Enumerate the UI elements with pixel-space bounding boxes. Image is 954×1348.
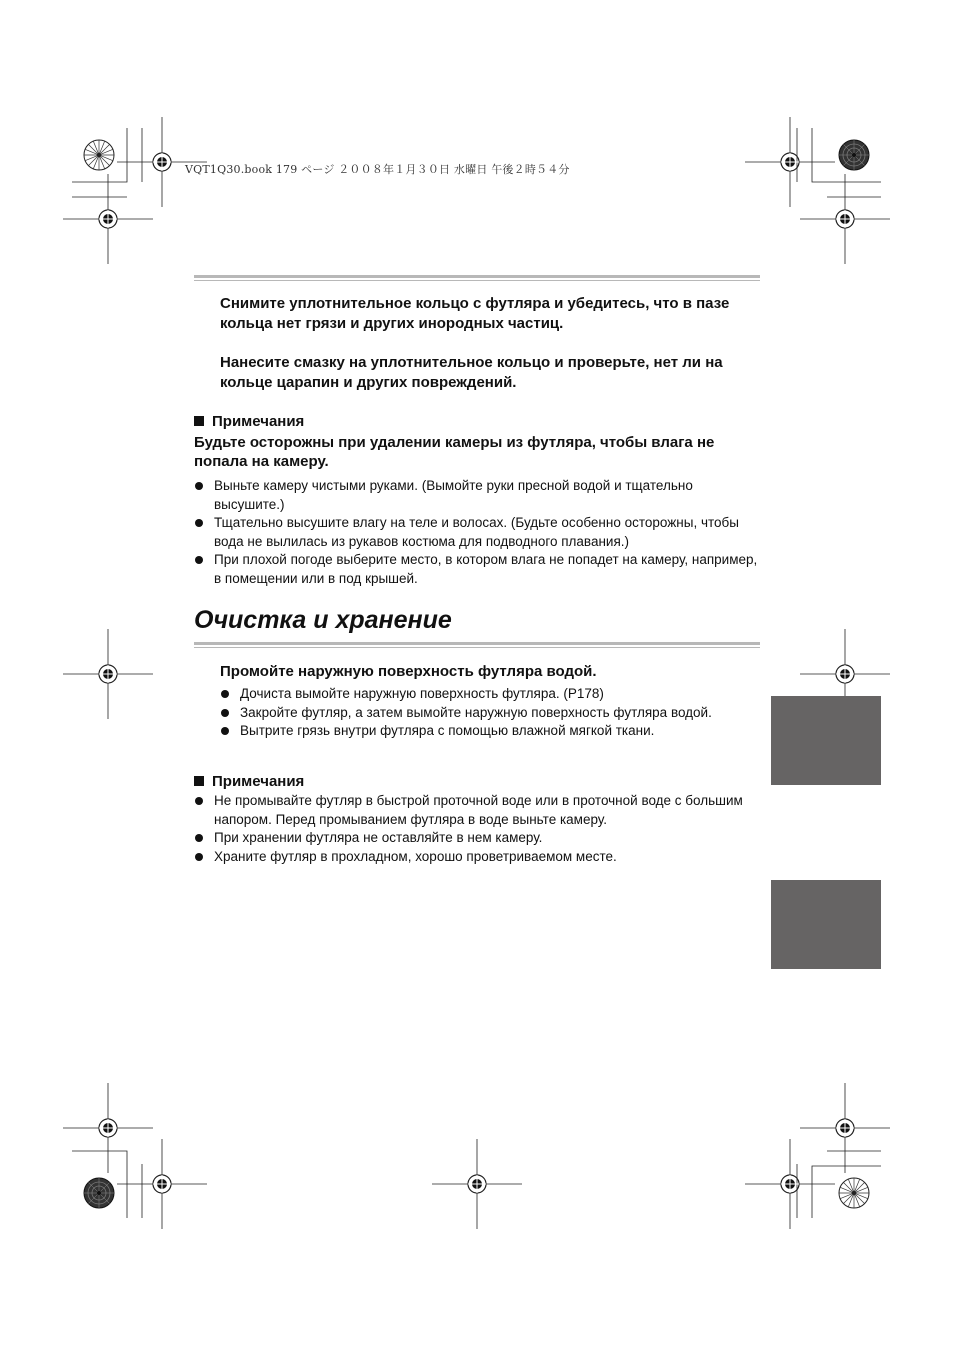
list-item: Выньте камеру чистыми руками. (Вымойте руки пресной водой и тщательно высушите.): [194, 477, 764, 514]
list-item: При плохой погоде выберите место, в котором влага не попадет на камеру, например, в помещении или в под крышей.: [194, 551, 764, 588]
list-item: Дочиста вымойте наружную поверхность футляра. (P178): [220, 685, 750, 704]
notes-heading: Примечания: [194, 772, 304, 791]
side-tab-lower: [771, 880, 881, 969]
step-remove-ring: Снимите уплотнительное кольцо с футляра и убедитесь, что в пазе кольца нет грязи и других инородных частиц.: [220, 295, 730, 332]
list-item: Не промывайте футляр в быстрой проточной воде или в проточной воде с большим напором. Перед промыванием футляра в воде выньте камеру.: [194, 792, 754, 829]
notes-heading: Примечания: [194, 412, 304, 431]
square-bullet-icon: [194, 776, 204, 786]
list-item: Закройте футляр, а затем вымойте наружную поверхность футляра водой.: [220, 704, 750, 723]
notes-warning: Будьте осторожны при удалении камеры из футляра, чтобы влага не попала на камеру.: [194, 434, 715, 470]
section-rule: [194, 642, 760, 648]
notes-list: [194, 477, 764, 588]
square-bullet-icon: [194, 416, 204, 426]
list-item: Храните футляр в прохладном, хорошо проветриваемом месте.: [194, 848, 754, 867]
top-rule: [194, 275, 760, 281]
side-tab-upper: [771, 696, 881, 785]
list-item: При хранении футляра не оставляйте в нем камеру.: [194, 829, 754, 848]
list-item: Вытрите грязь внутри футляра с помощью влажной мягкой ткани.: [220, 722, 750, 741]
section-title: Очистка и хранение: [194, 606, 452, 634]
print-header: VQT1Q30.book 179 ページ ２００８年１月３０日 水曜日 午後２時５４分: [185, 163, 570, 176]
rinse-list: [220, 685, 750, 741]
step-apply-grease: Нанесите смазку на уплотнительное кольцо и проверьте, нет ли на кольце царапин и других повреждений.: [220, 354, 723, 391]
storage-notes-list: [194, 792, 754, 866]
list-item: Тщательно высушите влагу на теле и волосах. (Будьте особенно осторожны, чтобы вода не вылилась из рукавов костюма для подводного плавания.): [194, 514, 764, 551]
step-rinse-case: Промойте наружную поверхность футляра водой.: [220, 663, 597, 680]
